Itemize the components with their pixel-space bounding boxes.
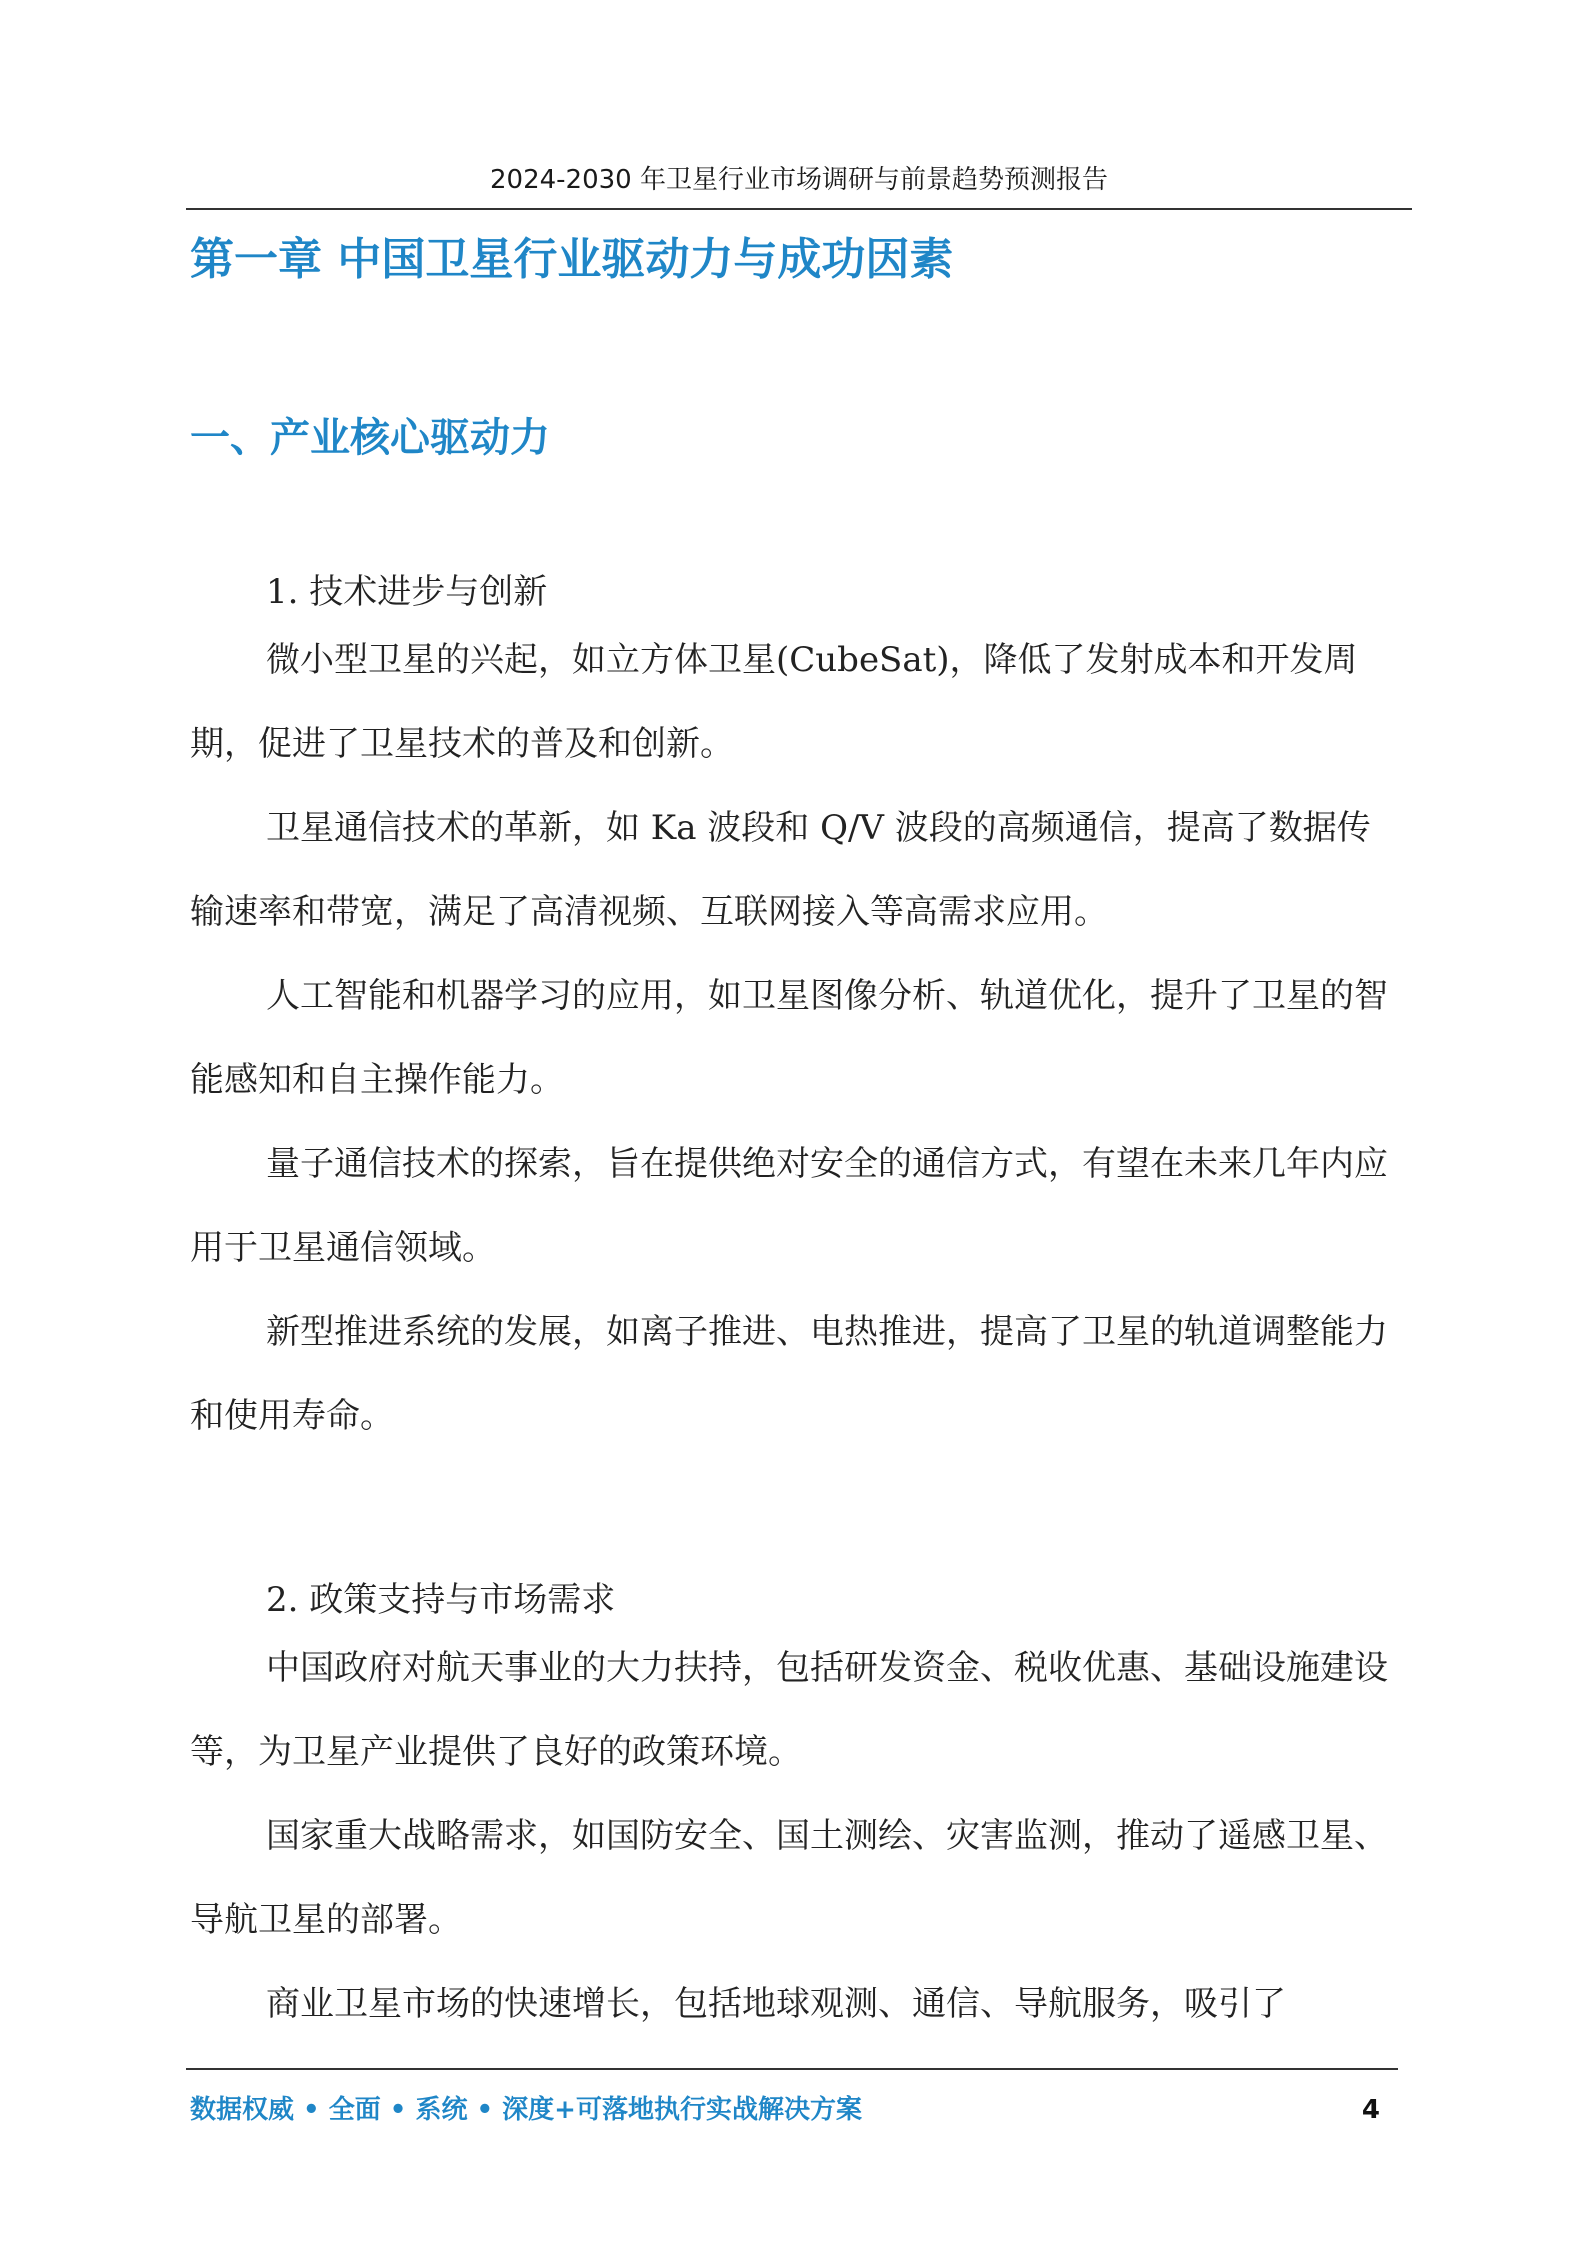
paragraph: 微小型卫星的兴起，如立方体卫星(CubeSat)，降低了发射成本和开发周期，促进了卫星技术的普及和创新。 xyxy=(190,640,1358,764)
footer-slogan: 数据权威 • 全面 • 系统 • 深度+可落地执行实战解决方案 xyxy=(190,2095,862,2125)
section-title: 一、产业核心驱动力 xyxy=(190,415,550,461)
header-divider xyxy=(186,208,1412,210)
paragraph: 国家重大战略需求，如国防安全、国土测绘、灾害监测，推动了遥感卫星、导航卫星的部署。 xyxy=(190,1816,1388,1940)
paragraph: 卫星通信技术的革新，如 Ka 波段和 Q/V 波段的高频通信，提高了数据传输速率和带宽，满足了高清视频、互联网接入等高需求应用。 xyxy=(190,808,1371,932)
subsection-heading-1: 1. 技术进步与创新 xyxy=(266,572,548,612)
page-number: 4 xyxy=(1361,2095,1380,2125)
paragraph: 中国政府对航天事业的大力扶持，包括研发资金、税收优惠、基础设施建设等，为卫星产业提供了良好的政策环境。 xyxy=(190,1648,1388,1772)
paragraph: 人工智能和机器学习的应用，如卫星图像分析、轨道优化，提升了卫星的智能感知和自主操作能力。 xyxy=(190,976,1388,1100)
paragraph: 量子通信技术的探索，旨在提供绝对安全的通信方式，有望在未来几年内应用于卫星通信领域。 xyxy=(190,1144,1388,1268)
subsection-heading-2: 2. 政策支持与市场需求 xyxy=(266,1580,616,1620)
page-header-title: 2024-2030 年卫星行业市场调研与前景趋势预测报告 xyxy=(490,165,1108,195)
footer-divider xyxy=(186,2068,1398,2070)
paragraph: 新型推进系统的发展，如离子推进、电热推进，提高了卫星的轨道调整能力和使用寿命。 xyxy=(190,1312,1388,1436)
chapter-title: 第一章 中国卫星行业驱动力与成功因素 xyxy=(190,234,954,285)
paragraph: 商业卫星市场的快速增长，包括地球观测、通信、导航服务，吸引了 xyxy=(266,1984,1286,2024)
